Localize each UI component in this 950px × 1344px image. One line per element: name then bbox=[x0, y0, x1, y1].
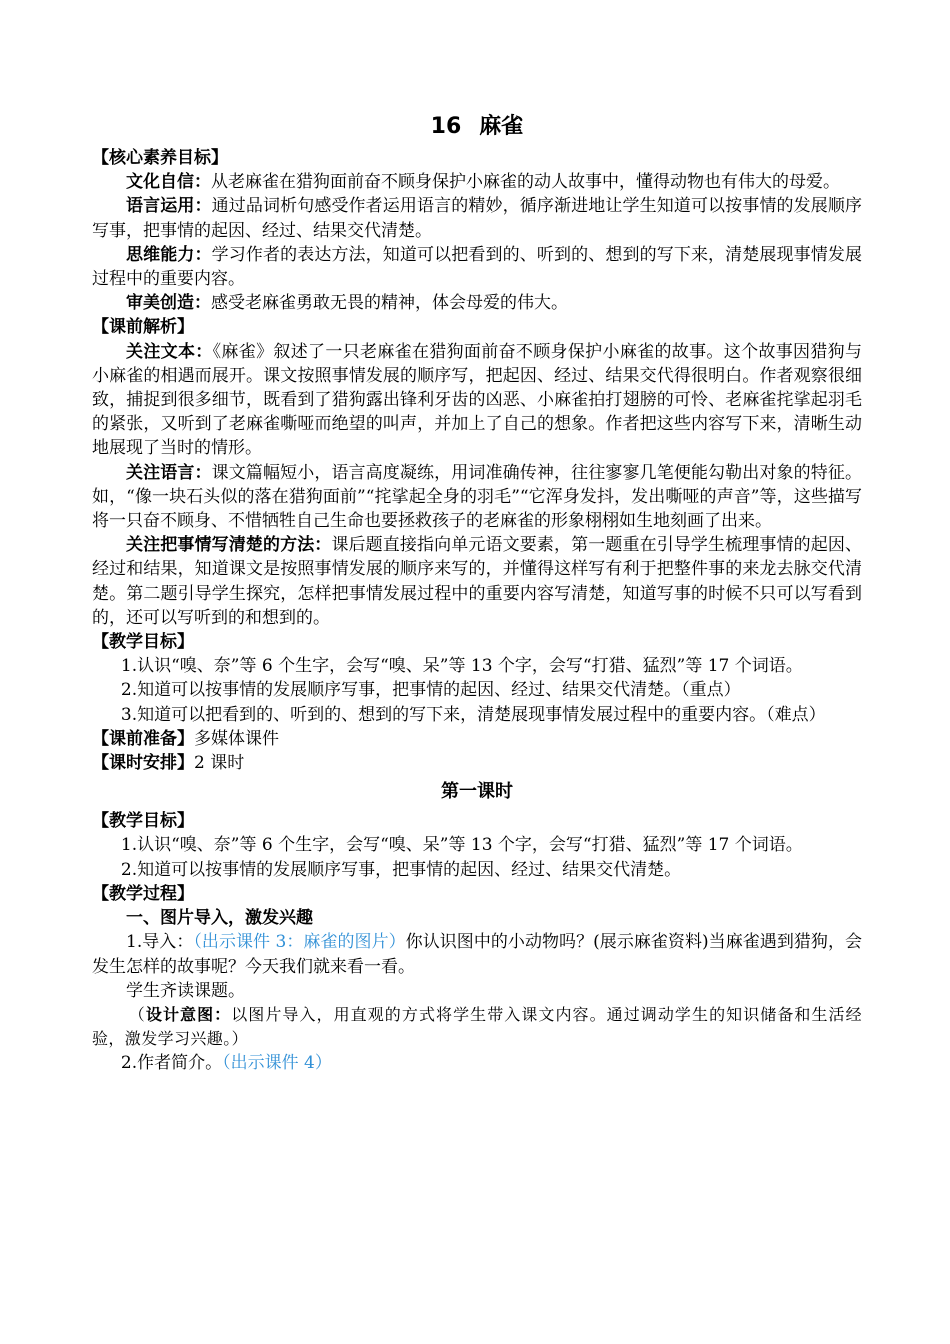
design-intent: （设计意图：以图片导入，用直观的方式将学生带入课文内容。通过调动学生的知识储备和生活经验，激发学习兴趣。） bbox=[92, 1004, 862, 1049]
prep-line bbox=[92, 727, 862, 751]
schedule-line bbox=[92, 751, 862, 775]
lesson-number: 16 bbox=[430, 114, 462, 139]
process-heading: 【教学过程】 bbox=[92, 883, 194, 904]
analysis-item-method: 关注把事情写清楚的方法：课后题直接指向单元语文要素，第一题重在引导学生梳理事情的起因、经过和结果，知道课文是按照事情发展的顺序来写的，并懂得这样写有利于把整件事的来龙去脉交代清楚。第二题引导学生探究，怎样把事情发展过程中的重要内容写清楚，知道写事的时候不只可以写看到的，还可以写听到的和想到的。 bbox=[92, 535, 863, 628]
intro-paragraph: 1.导入：（出示课件 3：麻雀的图片）你认识图中的小动物吗？(展示麻雀资料)当麻雀遇到猎狗，会发生怎样的故事呢？今天我们就来看一看。 bbox=[92, 932, 862, 977]
lesson1-goals-heading: 【教学目标】 bbox=[92, 811, 194, 832]
teaching-goal-item: 1.认识“嗅、奈”等 6 个生字，会写“嗅、呆”等 13 个字，会写“打猎、猛烈”等 17 个词语。 bbox=[120, 656, 803, 677]
lesson1-goal-item: 2.知道可以按事情的发展顺序写事，把事情的起因、经过、结果交代清楚。 bbox=[120, 859, 682, 880]
schedule-heading: 【课时安排】 bbox=[92, 753, 194, 774]
step1-title: 一、图片导入，激发兴趣 bbox=[126, 908, 313, 929]
analysis-item-text: 关注文本：《麻雀》叙述了一只老麻雀在猎狗面前奋不顾身保护小麻雀的故事。这个故事因猎狗与小麻雀的相遇而展开。课文按照事情发展的顺序写，把起因、经过、结果交代得很明白。作者观察很细致，捕捉到很多细节，既看到了猎狗露出锋利牙齿的凶恶、小麻雀拍打翅膀的可怜、老麻雀挓挲起羽毛的紧张，又听到了老麻雀嘶哑而绝望的叫声，并加上了自己的想象。作者把这些内容写下来，清晰生动地展现了当时的情形。 bbox=[92, 341, 863, 459]
core-goals-heading: 【核心素养目标】 bbox=[92, 148, 228, 168]
core-item-thinking: 思维能力：学习作者的表达方法，知道可以把看到的、听到的、想到的写下来，清楚展现事情发展过程中的重要内容。 bbox=[92, 244, 863, 290]
teaching-goals-heading: 【教学目标】 bbox=[92, 632, 194, 653]
courseware-link-4[interactable]: （出示课件 4） bbox=[222, 1053, 332, 1074]
core-item-language: 语言运用：通过品词析句感受作者运用语言的精妙，循序渐进地让学生知道可以按事情的发展顺序写事，把事情的起因、经过、结果交代清楚。 bbox=[92, 196, 863, 241]
analysis-heading: 【课前解析】 bbox=[92, 317, 194, 338]
author-line: 2.作者简介。（出示课件 4） bbox=[120, 1053, 332, 1074]
prep-heading: 【课前准备】 bbox=[92, 728, 194, 749]
lesson-title bbox=[92, 112, 862, 142]
courseware-link-3[interactable]: （出示课件 3：麻雀的图片） bbox=[193, 932, 406, 953]
prep-text: 多媒体课件 bbox=[194, 728, 279, 749]
teaching-goal-item: 3.知道可以把看到的、听到的、想到的写下来，清楚展现事情发展过程中的重要内容。（难点） bbox=[120, 704, 826, 725]
lesson1-title: 第一课时 bbox=[441, 781, 513, 803]
read-title-line: 学生齐读课题。 bbox=[126, 980, 245, 1001]
teaching-goal-item: 2.知道可以按事情的发展顺序写事，把事情的起因、经过、结果交代清楚。（重点） bbox=[120, 680, 741, 701]
core-item-aesthetic: 审美创造：感受老麻雀勇敢无畏的精神，体会母爱的伟大。 bbox=[126, 293, 568, 314]
schedule-text: 2 课时 bbox=[194, 753, 245, 774]
lesson1-goal-item: 1.认识“嗅、奈”等 6 个生字，会写“嗅、呆”等 13 个字，会写“打猎、猛烈”等 17 个词语。 bbox=[120, 835, 803, 856]
lesson-name: 麻雀 bbox=[479, 114, 524, 139]
core-item-culture: 文化自信：从老麻雀在猎狗面前奋不顾身保护小麻雀的动人故事中，懂得动物也有伟大的母爱。 bbox=[126, 172, 840, 193]
analysis-item-language: 关注语言：课文篇幅短小，语言高度凝练，用词准确传神，往往寥寥几笔便能勾勒出对象的特征。如，“像一块石头似的落在猎狗面前”“挓挲起全身的羽毛”“它浑身发抖，发出嘶哑的声音”等，这些描写将一只奋不顾身、不惜牺牲自己生命也要拯救孩子的老麻雀的形象栩栩如生地刻画了出来。 bbox=[92, 462, 863, 532]
